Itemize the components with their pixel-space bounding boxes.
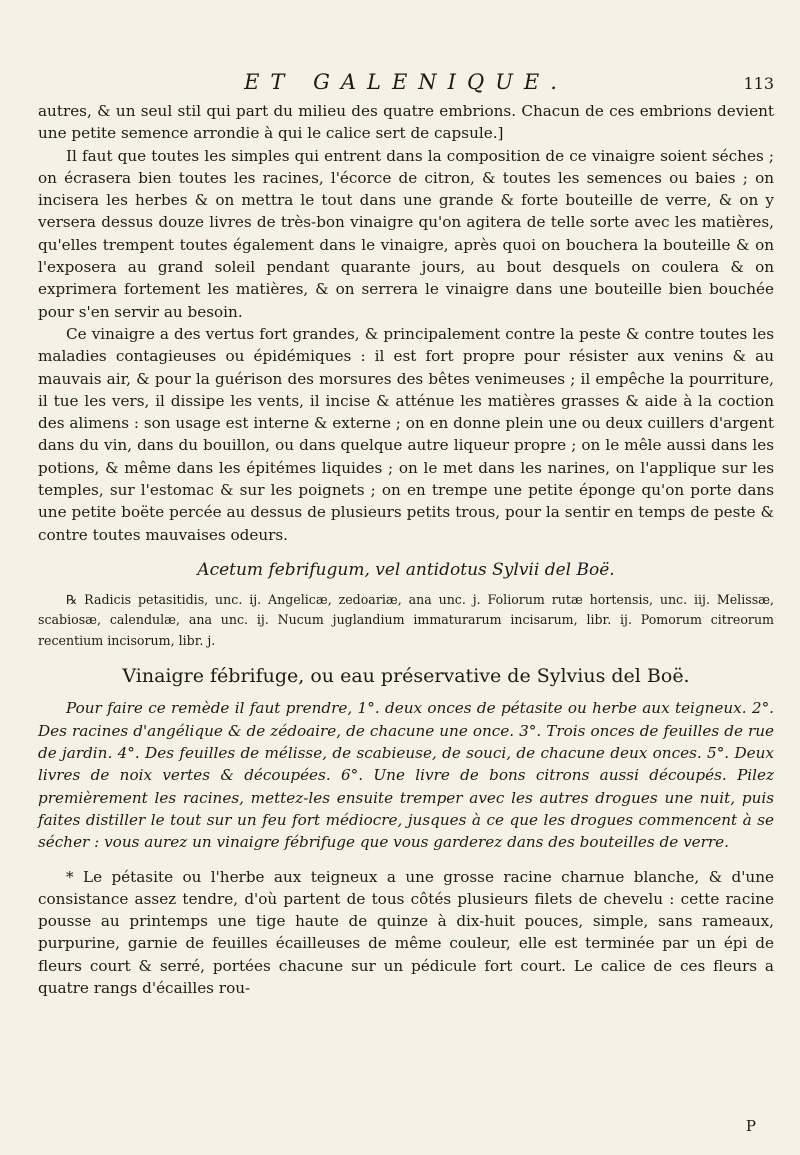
page-number: 113 — [743, 74, 774, 93]
botanical-note — [38, 866, 774, 1000]
signature-mark: P — [745, 1117, 756, 1135]
paragraph-continuation: autres, & un seul stil qui part du milieu des quatre embrions. Chacun de ces embrions devient une petite semence arrondie à qui le calice sert de capsule.] — [38, 102, 774, 143]
latin-recipe-title: Acetum febrifugum, vel antidotus Sylvii del Boë. — [197, 559, 615, 580]
paragraph-preparation: Il faut que toutes les simples qui entrent dans la composition de ce vinaigre soient séches ; on écrasera bien toutes les racines, l'écorce de citron, & toutes les semences ou baies ; on incisera les herbes & on mettra le tout dans une grande & forte bouteille de verre, & on y versera dessus douze livres de très-bon vinaigre qu'on agitera de telle sorte avec les matières, qu'elles trempent toutes également dans le vinaigre, après quoi on bouchera la bouteille & on l'exposera au grand soleil pendant quarante jours, au bout desquels on coulera & on exprimera fortement les matières, & on serrera le vinaigre dans une bouteille bien bouchée pour s'en servir au besoin. — [38, 146, 774, 321]
french-recipe-title: Vinaigre fébrifuge, ou eau préservative de Sylvius del Boë. — [122, 665, 690, 688]
botanical-note-text: * Le pétasite ou l'herbe aux teigneux a une grosse racine charnue blanche, & d'une consistance assez tendre, d'où partent de tous côtés plusieurs filets de chevelu : cette racine pousse au printemps une tige haute de quinze à dix-huit pouces, simple, sans rameaux, purpurine, garnie de feuilles écailleuses de même couleur, elle est terminée par un épi de fleurs court & serré, portées chacune sur un pédicule fort court. Le calice de ces fleurs a quatre rangs d'écailles rou- — [38, 867, 774, 997]
main-text — [38, 100, 774, 546]
latin-recipe-text: ℞ Radicis petasitidis, unc. ij. Angelicæ, zedoariæ, ana unc. j. Foliorum rutæ hortensis, unc. iij. Melissæ, scabiosæ, calendulæ, ana unc. ij. Nucum juglandium immaturarum incisarum, libr. ij. Pomorum citreorum recentium incisorum, libr. j. — [38, 591, 774, 648]
running-title: ET GALENIQUE. — [244, 70, 568, 94]
page-header — [38, 70, 774, 100]
french-recipe-text: Pour faire ce remède il faut prendre, 1°. deux onces de pétasite ou herbe aux teigneux. 2°. Des racines d'angélique & de zédoaire, de chacune une once. 3°. Trois onces de feuilles de rue de jardin. 4°. Des feuilles de mélisse, de scabieuse, de souci, de chacune deux onces. 5°. Deux livres de noix vertes & découpées. 6°. Une livre de bons citrons aussi découpés. Pilez premièrement les racines, mettez-les ensuite tremper avec les autres drogues une nuit, puis faites distiller le tout sur un feu fort médiocre, jusques à ce que les drogues commencent à se sécher : vous aurez un vinaigre fébrifuge que vous garderez dans des bouteilles de verre. — [38, 699, 774, 852]
paragraph-virtues: Ce vinaigre a des vertus fort grandes, & principalement contre la peste & contre toutes les maladies contagieuses ou épidémiques : il est fort propre pour résister aux venins & au mauvais air, & pour la guérison des morsures des bêtes venimeuses ; il empêche la pourriture, il tue les vers, il dissipe les vents, il incise & atténue les matières grasses & aide à la coction des alimens : son usage est interne & externe ; on en donne plein une ou deux cuillers d'argent dans du vin, dans du bouillon, ou dans quelque autre liqueur propre ; on le mêle aussi dans les potions, & même dans les épitémes liquides ; on le met dans les narines, on l'applique sur les temples, sur l'estomac & sur les poignets ; on en trempe une petite éponge qu'on porte dans une petite boëte percée au dessus de plusieurs petits trous, pour la sentir en temps de peste & contre toutes mauvaises odeurs. — [38, 324, 774, 544]
french-recipe — [38, 697, 774, 853]
